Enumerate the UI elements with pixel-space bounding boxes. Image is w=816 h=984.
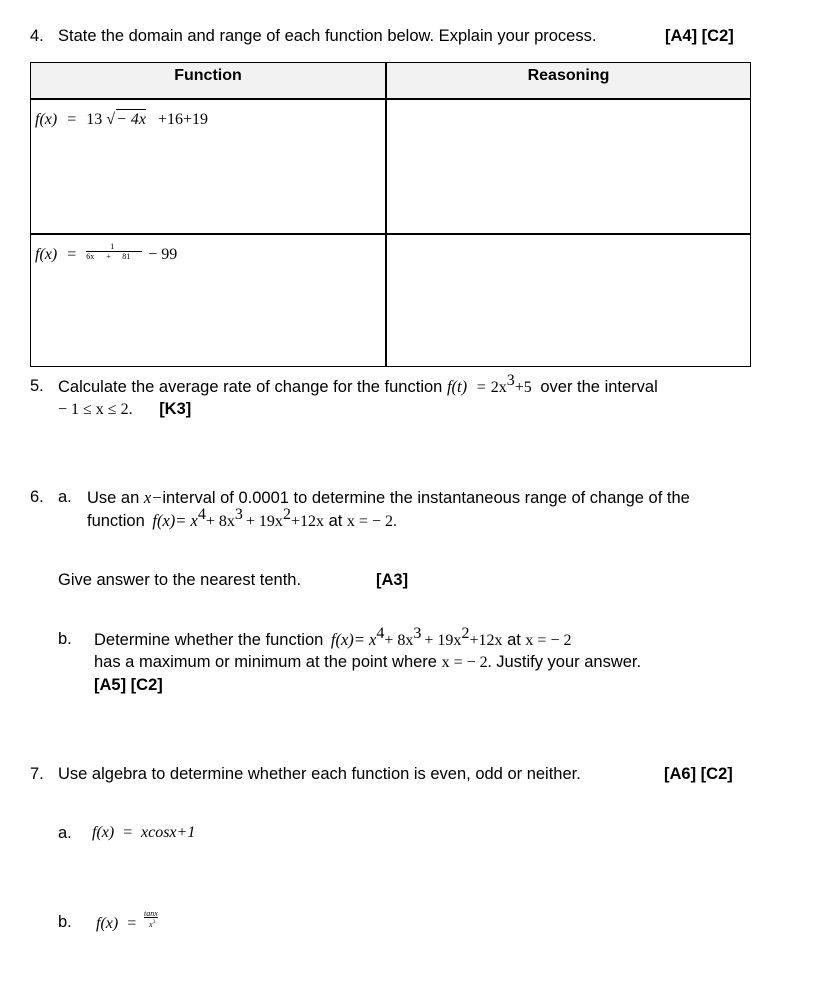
q6b-label: b. (58, 630, 72, 648)
q5-expr-a: 2x (490, 379, 507, 396)
q6b-exp3: 3 (413, 625, 422, 642)
q4-number: 4. (30, 27, 44, 45)
q5-line1 (58, 372, 658, 397)
q7-number: 7. (30, 765, 44, 783)
q7b-lhs: f(x) = (96, 915, 137, 932)
q6a-marks: [A3] (376, 571, 409, 589)
q4-table (30, 62, 751, 367)
row2-rest: − 99 (148, 246, 178, 263)
row2-frac-den-b: 81 (122, 252, 131, 261)
q7b-den-exp: 3 (152, 920, 156, 925)
row1-function (35, 109, 208, 129)
q6b-xeq2: x = − 2. (441, 654, 492, 671)
q5-exp: 3 (506, 372, 515, 389)
row1-reasoning-cell[interactable] (387, 100, 750, 233)
q7-marks: [A6] [C2] (664, 765, 733, 783)
q6b-exp2: 2 (461, 625, 470, 642)
q6a-xeq: x = − 2. (346, 513, 397, 530)
q6b-func: f(x)= x (330, 630, 377, 649)
q6a-at: at (328, 512, 343, 530)
q5-func: f(t) (446, 377, 468, 396)
q6b-exp4: 4 (376, 625, 385, 642)
q5-expr-b: +5 (514, 379, 532, 396)
q5-line2 (58, 400, 191, 419)
row2-frac-den-op: + (106, 252, 111, 261)
q6b-func-4: +12x (469, 632, 503, 649)
q6a-text-2: interval of 0.0001 to determine the instantaneous range of change of the (162, 489, 690, 507)
q6b-text-3: Justify your answer. (496, 653, 642, 671)
row2-equals: = (67, 246, 77, 263)
q6b-line2 (94, 653, 641, 672)
q7b-den-x: x (149, 920, 153, 929)
q6a-exp3: 3 (234, 506, 243, 523)
q6a-func-4: +12x (290, 513, 324, 530)
q6a-func: f(x)= x (152, 511, 198, 530)
row1-rest: +16+19 (157, 111, 208, 128)
q6b-text-2: has a maximum or minimum at the point where (94, 653, 437, 671)
row2-frac-bar (86, 251, 142, 252)
q6b-line1 (94, 625, 572, 650)
q6b-marks: [A5] [C2] (94, 676, 163, 694)
q5-number: 5. (30, 377, 44, 395)
row2-frac-num: 1 (110, 242, 115, 251)
q7b-den (149, 920, 155, 929)
q7b-expr (96, 909, 163, 933)
q6a-nearest: Give answer to the nearest tenth. (58, 571, 302, 589)
row1-lhs: f(x) (35, 111, 58, 128)
q6a-func-3: + 19x (245, 513, 283, 530)
q6b-at: at (507, 631, 521, 649)
sqrt-symbol: √ (106, 111, 116, 128)
q7a-label: a. (58, 824, 72, 842)
q6b-func-2: + 8x (384, 632, 414, 649)
q7b-num: tanx (144, 909, 158, 918)
q7b-label: b. (58, 913, 72, 931)
q6a-exp2: 2 (282, 506, 291, 523)
row2-fraction (86, 243, 144, 263)
q6a-line2 (87, 506, 397, 531)
q5-marks: [K3] (159, 400, 192, 418)
q6a-func-2: + 8x (205, 513, 235, 530)
q6a-label: a. (58, 488, 72, 506)
q6-number: 6. (30, 488, 44, 506)
row2-reasoning-cell[interactable] (387, 235, 750, 366)
q7b-fraction (141, 909, 163, 931)
row2-lhs: f(x) (35, 246, 58, 263)
q4-marks: [A4] [C2] (665, 27, 734, 45)
q6b-func-3: + 19x (424, 632, 462, 649)
q6a-text-3: function (87, 512, 145, 530)
q6a-text-1: Use an (87, 489, 140, 507)
row1-radicand: − 4x (116, 111, 146, 128)
row2-function (35, 243, 177, 264)
row1-coef: 13 (86, 111, 103, 128)
q5-text-a: Calculate the average rate of change for the function (58, 378, 443, 396)
q7-prompt: Use algebra to determine whether each function is even, odd or neither. (58, 765, 581, 783)
q7a-expr: f(x) = xcosx+1 (92, 824, 196, 841)
row2-frac-den-a: 6x (86, 252, 95, 261)
q6b-xeq: x = − 2 (525, 632, 572, 649)
table-header-reasoning: Reasoning (527, 67, 610, 84)
q6a-x: x− (143, 488, 163, 507)
row1-sqrt (106, 109, 146, 129)
q6b-text-1: Determine whether the function (94, 631, 324, 649)
table-header-function: Function (174, 67, 242, 84)
q5-equals: = (476, 379, 486, 396)
q6a-exp4: 4 (197, 506, 206, 523)
q4-prompt: State the domain and range of each function below. Explain your process. (58, 27, 597, 45)
q6a-line1 (87, 488, 690, 508)
row1-equals: = (67, 111, 77, 128)
q5-text-b: over the interval (540, 378, 658, 396)
q5-interval: − 1 ≤ x ≤ 2. (58, 401, 133, 418)
